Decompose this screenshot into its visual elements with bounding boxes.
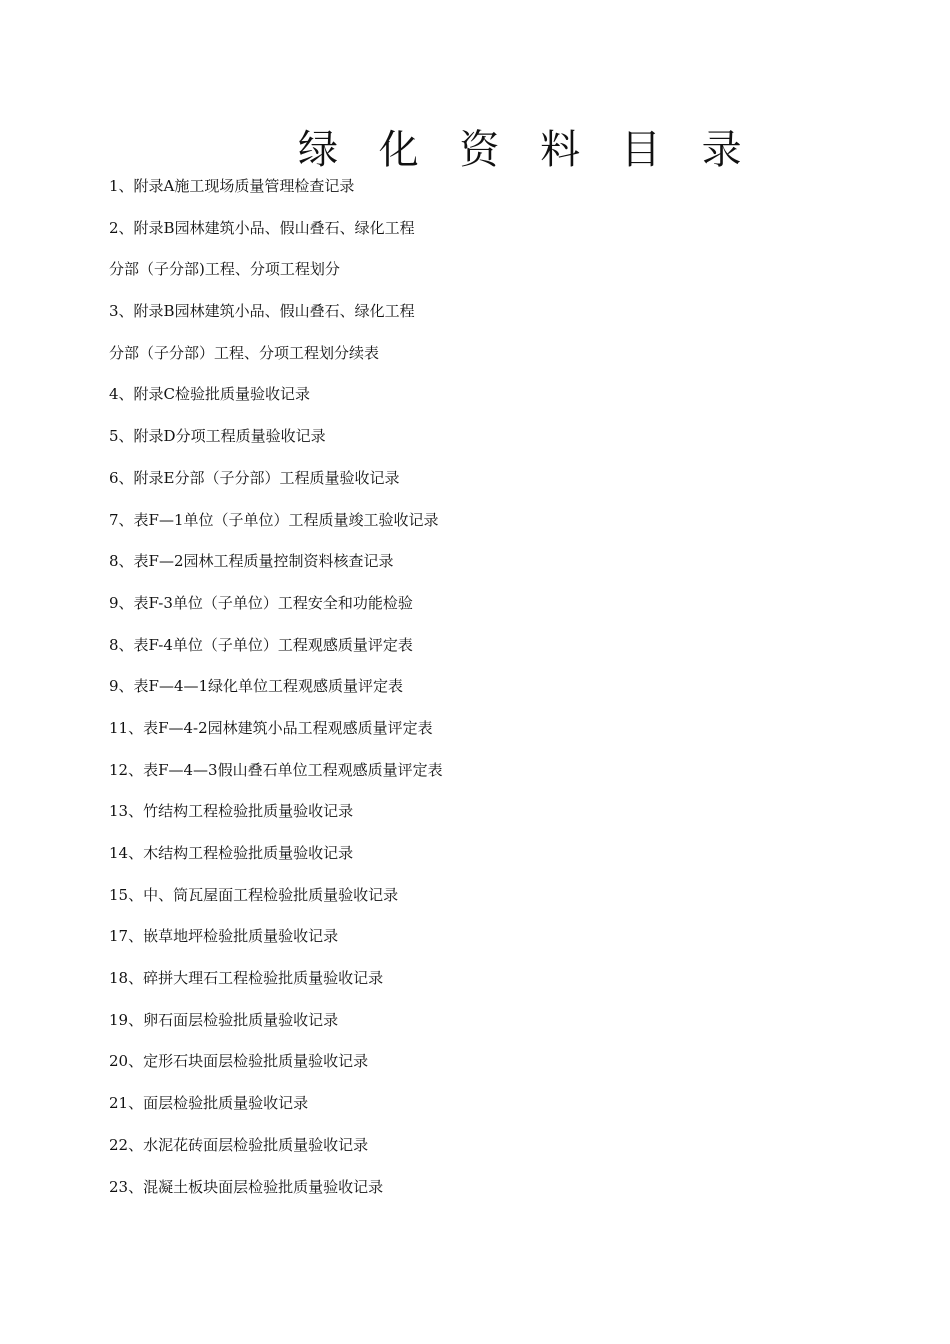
toc-line: 6、附录E分部（子分部）工程质量验收记录 xyxy=(109,468,400,487)
toc-line: 9、表F-3单位（子单位）工程安全和功能检验 xyxy=(109,593,413,612)
toc-line: 11、表F—4-2园林建筑小品工程观感质量评定表 xyxy=(109,718,433,737)
toc-line: 4、附录C检验批质量验收记录 xyxy=(109,385,311,404)
toc-line: 14、木结构工程检验批质量验收记录 xyxy=(109,844,354,862)
toc-line: 15、中、筒瓦屋面工程检验批质量验收记录 xyxy=(109,885,399,904)
toc-line: 17、嵌草地坪检验批质量验收记录 xyxy=(109,927,339,946)
table-of-contents xyxy=(109,174,443,1216)
toc-line: 8、表F—2园林工程质量控制资料核查记录 xyxy=(109,552,394,571)
toc-line: 5、附录D分项工程质量验收记录 xyxy=(109,427,326,446)
toc-line: 22、水泥花砖面层检验批质量验收记录 xyxy=(109,1135,369,1154)
toc-line: 21、面层检验批质量验收记录 xyxy=(109,1094,309,1113)
toc-line: 3、附录B园林建筑小品、假山叠石、绿化工程 xyxy=(109,302,415,321)
toc-line: 1、附录A施工现场质量管理检查记录 xyxy=(109,177,355,195)
toc-line: 13、竹结构工程检验批质量验收记录 xyxy=(109,802,354,821)
toc-line: 18、碎拼大理石工程检验批质量验收记录 xyxy=(109,969,384,988)
toc-line: 分部（子分部）工程、分项工程划分续表 xyxy=(109,343,380,362)
toc-line: 23、混凝土板块面层检验批质量验收记录 xyxy=(109,1177,384,1196)
toc-line: 分部（子分部)工程、分项工程划分 xyxy=(109,260,340,279)
page-title: 绿 化 资 料 目 录 xyxy=(298,127,756,173)
toc-line: 8、表F-4单位（子单位）工程观感质量评定表 xyxy=(109,635,413,654)
toc-line: 7、表F—1单位（子单位）工程质量竣工验收记录 xyxy=(109,510,439,529)
toc-line: 20、定形石块面层检验批质量验收记录 xyxy=(109,1052,369,1071)
toc-line: 9、表F—4—1绿化单位工程观感质量评定表 xyxy=(109,677,404,696)
toc-line: 19、卵石面层检验批质量验收记录 xyxy=(109,1010,339,1029)
toc-line: 2、附录B园林建筑小品、假山叠石、绿化工程 xyxy=(109,218,415,237)
toc-line: 12、表F—4—3假山叠石单位工程观感质量评定表 xyxy=(109,760,443,779)
